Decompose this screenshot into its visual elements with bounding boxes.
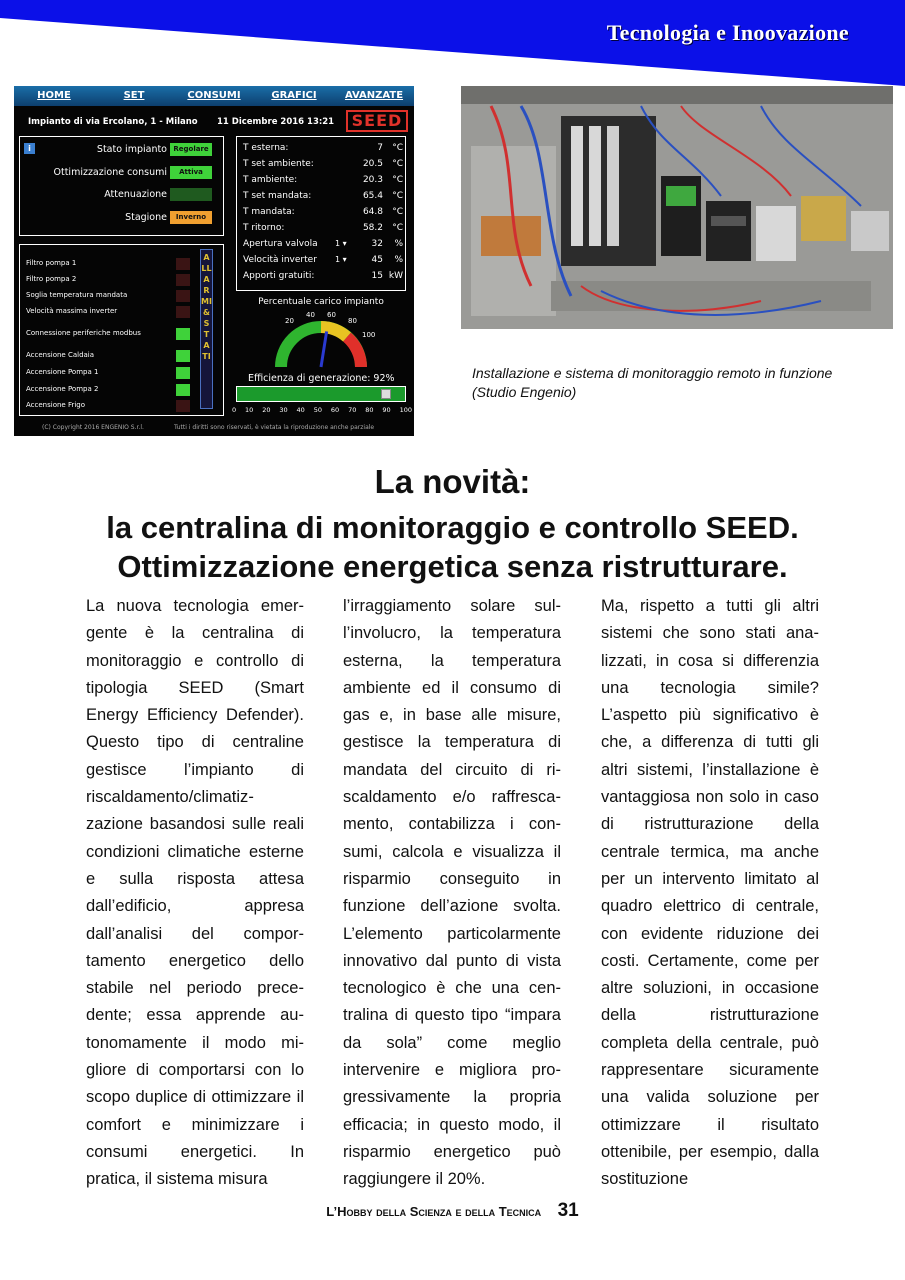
alarm-label: Velocità massima inverter [26,307,118,315]
efficiency-tick: 80 [365,406,374,414]
alarms-box [19,244,224,416]
alarm-label: Soglia temperatura mandata [26,291,128,299]
temp-row [243,158,403,172]
temp-label: T set ambiente: [243,159,314,169]
temp-unit: °C [392,159,403,169]
efficiency-ticks [232,406,412,414]
alarm-row [26,383,216,397]
alarm-led [176,367,190,379]
efficiency-tick: 60 [330,406,340,414]
status-row [20,210,225,226]
alarm-row [26,366,216,380]
temp-unit: °C [392,175,403,185]
alarm-led [176,400,190,412]
alarm-led [176,328,190,340]
temp-unit: °C [392,223,403,233]
temp-label: Apporti gratuiti: [243,271,315,281]
status-label: Stagione [125,212,167,223]
temp-value: 45 [371,255,383,265]
status-box [19,136,224,236]
status-pill: Regolare [170,143,212,156]
temp-label: T set mandata: [243,191,312,201]
temp-row [243,190,403,204]
status-label: Attenuazione [104,189,167,200]
alarm-row [26,257,216,271]
temp-value: 65.4 [362,191,383,201]
temp-value: 15 [371,271,383,281]
article-subtitle-line1: la centralina di monitoraggio e controllo SEED. [106,510,799,545]
temp-label: Velocità inverter [243,255,317,265]
temp-unit: kW [388,271,403,281]
temp-row [243,270,403,284]
alarm-label: Accensione Frigo [26,401,86,409]
efficiency-tick: 20 [262,406,271,414]
alarm-led [176,384,190,396]
gauge-tick: 100 [362,331,376,339]
alarm-side-label: ALLARMI & STATI [200,249,213,409]
gauge-tick: 60 [327,311,336,319]
efficiency-tick: 70 [348,406,357,414]
temp-unit: °C [392,143,403,153]
alarm-label: Accensione Caldaia [26,351,95,359]
temp-value: 20.5 [362,159,383,169]
alarm-row [26,273,216,287]
efficiency-tick: 40 [296,406,305,414]
gauge-tick: 80 [348,317,357,325]
alarm-led [176,306,190,318]
efficiency-knob [381,389,391,399]
alarm-row [26,289,216,303]
alarm-row [26,349,216,363]
seed-logo: SEED [346,110,408,132]
nav-consumi: CONSUMI [187,90,241,101]
gauge-needle [321,331,327,367]
alarm-row [26,305,216,319]
nav-grafici: GRAFICI [271,90,317,101]
panel-copyright: (C) Copyright 2016 ENGENIO S.r.l. [42,424,144,431]
temp-value: 32 [371,239,383,249]
temp-value: 64.8 [362,207,383,217]
body-column-2: l’irraggiamento solare sull’involucro, la temperatura esterna, la temperatura ambiente ed il consumo di gas e, in base alle misure, gestisce la temperatura di mandata del circuito di riscaldamento e/o raffrescamento, contabilizza i consumi, calcola e visualizza il risparmio conseguito in funzione dell’azione svolta. L’elemento particolarmente innovativo dal punto di vista tecnologico è che una centralina di questo tipo “impara da sola” come meglio intervenire e migliora progressivamente la propria efficacia; in questo modo, il risparmio energetico può raggiungere il 20%. [343,597,561,1189]
alarm-label: Filtro pompa 2 [26,275,77,283]
page-number: 31 [557,1200,579,1221]
alarm-label: Filtro pompa 1 [26,259,77,267]
plant-title: Impianto di via Ercolano, 1 - Milano [28,117,198,127]
info-icon: i [24,143,35,154]
alarm-led [176,274,190,286]
temp-value: 20.3 [362,175,383,185]
nav-set: SET [123,90,145,101]
efficiency-tick: 30 [279,406,288,414]
status-pill: Inverno [170,211,212,224]
status-pill [170,188,212,201]
temp-row [243,222,403,236]
temp-unit: % [394,239,403,249]
panel-reserved: Tutti i diritti sono riservati, è vietata la riproduzione anche parziale [174,424,375,431]
nav-avanzate: AVANZATE [344,90,404,101]
efficiency-tick: 90 [382,406,391,414]
photo-caption: Installazione e sistema di monitoraggio remoto in funzione (Studio Engenio) [472,365,833,400]
article-subtitle-line2: Ottimizzazione energetica senza ristrutturare. [117,549,788,584]
status-pill: Attiva [170,166,212,179]
temp-value: 7 [377,143,383,153]
installation-photo [461,86,893,329]
temp-unit: °C [392,191,403,201]
page-footer [0,1200,905,1222]
status-row [20,187,225,203]
temp-label: T ritorno: [243,223,285,233]
body-column-3: Ma, rispetto a tutti gli altri sistemi che sono stati analizzati, in cosa si differenzia una tecnologia simile? L’aspetto più significativo è che, a differenza di tutti gli altri sistemi, l’installazione è vantaggiosa non solo in caso di ristrutturazione della centrale termica, ma anche per un intervento limitato al quadro elettrico di centrale, con evidente riduzione dei costi. Certamente, come per altre soluzioni, in occasione della ristrutturazione completa della centrale, può rappresentare sicuramente una valida soluzione per ottimizzare il risultato ottenibile, per esempio, dalla sostituzione [601,597,819,1189]
temp-label: Apertura valvola [243,239,318,249]
temp-selector: 1 ▾ [335,239,347,248]
temp-value: 58.2 [362,223,383,233]
alarm-label: Connessione periferiche modbus [26,329,141,337]
body-column-1: La nuova tecnologia emergente è la centralina di monitoraggio e controllo di tipologia SEED (Smart Energy Efficiency Defender). Questo tipo di centraline gestisce l’impianto di riscaldamento/climatizzazione basandosi sulle reali condizioni climatiche esterne e sulla risposta attesa dall’edificio, appresa dall’analisi del comportamento energetico dello stabile nel periodo precedente; essa apprende autonomamente il modo migliore di comportarsi con lo scopo duplice di ottimizzare il comfort e minimizzare i consumi energetici. In pratica, il sistema misura [86,597,304,1189]
status-label: Stato impianto [96,144,167,155]
alarm-led [176,350,190,362]
temp-label: T ambiente: [243,175,298,185]
efficiency-bar [236,386,406,402]
alarm-label: Accensione Pompa 1 [26,368,99,376]
alarm-led [176,290,190,302]
temp-selector: 1 ▾ [335,255,347,264]
temp-row [243,238,403,252]
alarm-row [26,327,216,341]
gauge-tick: 40 [306,311,315,319]
temperature-box [236,136,406,291]
alarm-label: Accensione Pompa 2 [26,385,99,393]
temp-row [243,174,403,188]
temp-row [243,254,403,268]
temp-unit: % [394,255,403,265]
alarm-row [26,399,216,413]
temp-row [243,206,403,220]
efficiency-label: Efficienza di generazione: 92% [248,373,395,384]
status-row [20,142,225,158]
efficiency-tick: 0 [232,406,237,414]
plant-date: 11 Dicembre 2016 13:21 [217,117,335,127]
gauge-title: Percentuale carico impianto [258,297,384,307]
temp-label: T mandata: [243,207,295,217]
status-label: Ottimizzazione consumi [53,167,167,178]
efficiency-tick: 50 [313,406,322,414]
temp-unit: °C [392,207,403,217]
efficiency-tick: 100 [399,406,412,414]
article-title: La novità: [374,463,531,500]
status-row [20,165,225,181]
temp-label: T esterna: [243,143,289,153]
section-title: Tecnologia e Inoovazione [606,20,849,45]
efficiency-tick: 10 [245,406,254,414]
gauge-tick: 20 [285,317,294,325]
temp-row [243,142,403,156]
magazine-name: L’Hobby della Scienza e della Tecnica [326,1204,542,1219]
nav-home: HOME [37,90,71,101]
load-gauge [236,309,406,373]
panel-nav [14,86,414,106]
seed-panel-screenshot [14,86,414,436]
alarm-led [176,258,190,270]
